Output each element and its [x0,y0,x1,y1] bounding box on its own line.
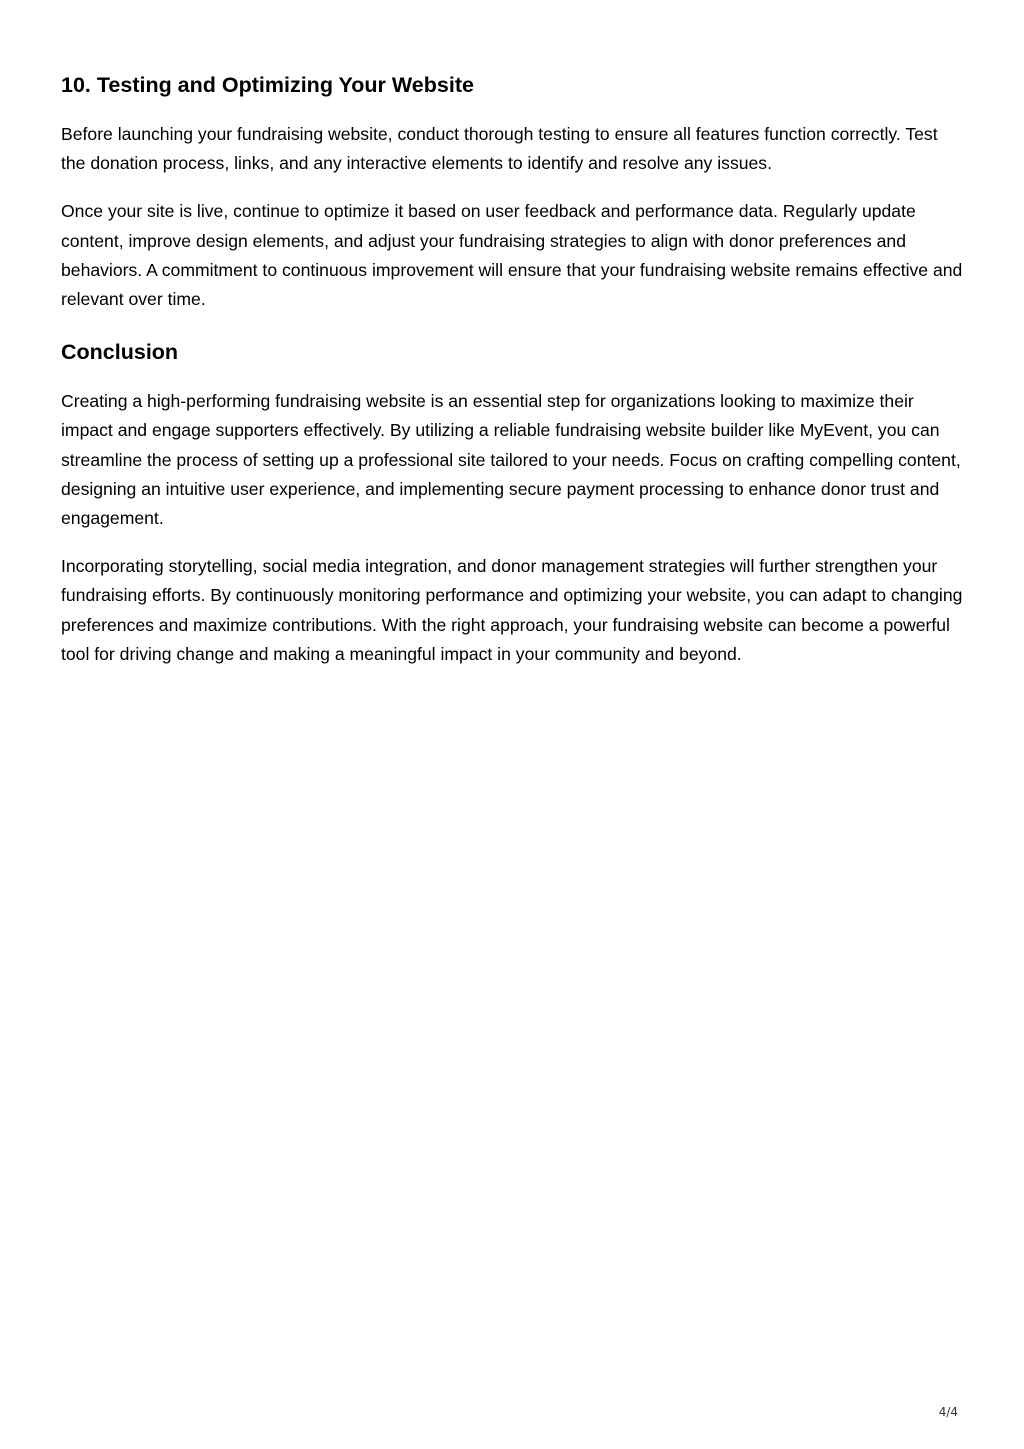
document-page [61,70,966,669]
section-heading-conclusion: Conclusion [61,340,179,365]
paragraph-conclusion-1: Creating a high-performing fundraising website is an essential step for organizations looking to maximize their impact and engage supporters effectively. By utilizing a reliable fundraising website builder like MyEvent, you can streamline the process of setting up a professional site tailored to your needs. Focus on crafting compelling content, designing an intuitive user experience, and implementing secure payment processing to enhance donor trust and engagement. [61,391,961,529]
paragraph-optimizing: Once your site is live, continue to optimize it based on user feedback and performance data. Regularly update content, improve design elements, and adjust your fundraising strategies to align with donor preferences and behaviors. A commitment to continuous improvement will ensure that your fundraising website remains effective and relevant over time. [61,201,963,310]
page-number: 4/4 [938,1405,958,1419]
paragraph-conclusion-2: Incorporating storytelling, social media integration, and donor management strategies will further strengthen your fundraising efforts. By continuously monitoring performance and optimizing your website, you can adapt to changing preferences and maximize contributions. With the right approach, your fundraising website can become a powerful tool for driving change and making a meaningful impact in your community and beyond. [61,556,963,664]
paragraph-testing: Before launching your fundraising website, conduct thorough testing to ensure all features function correctly. Test the donation process, links, and any interactive elements to identify and resolve any issues. [61,124,938,174]
section-heading-testing-optimizing: 10. Testing and Optimizing Your Website [61,73,474,97]
